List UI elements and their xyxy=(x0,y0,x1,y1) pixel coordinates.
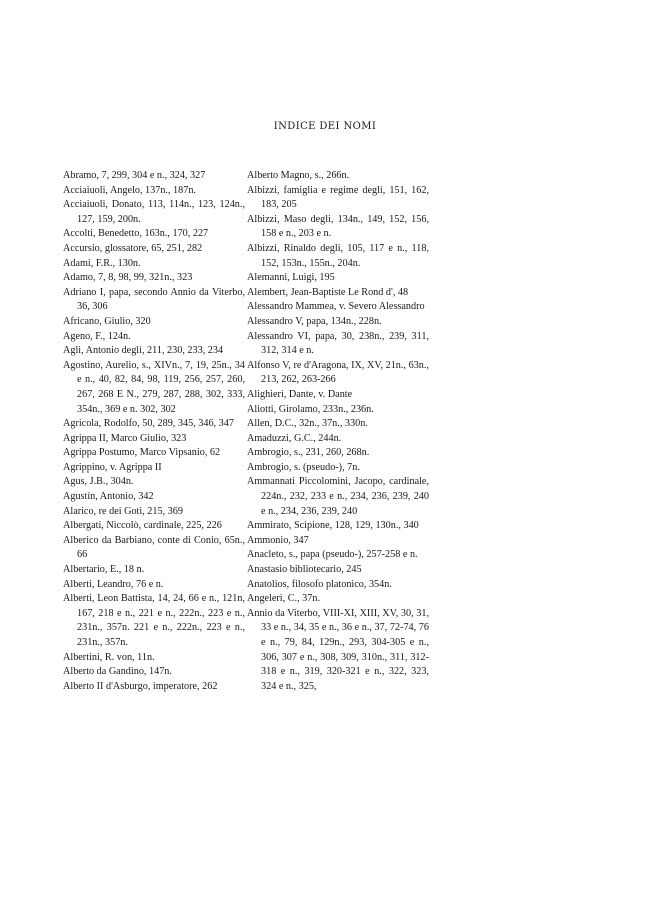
index-entry: Acciaiuoli, Angelo, 137n., 187n. xyxy=(63,184,196,196)
index-entry: Ammonio, 347 xyxy=(247,534,309,546)
index-entry: Agustín, Antonio, 342 xyxy=(63,491,154,503)
index-entry: Albizzi, famiglia e regime degli, 151, 162, 183, 205 xyxy=(247,184,429,211)
index-entry: Angeleri, C., 37n. xyxy=(247,593,320,605)
index-entry: Albertario, E., 18 n. xyxy=(63,564,145,576)
index-entry: Alarico, re dei Goti, 215, 369 xyxy=(63,505,183,517)
index-entry: Alessandro Mammea, v. Severo Alessandro xyxy=(247,301,425,313)
index-entry: Albizzi, Maso degli, 134n., 149, 152, 156, 158 e n., 203 e n. xyxy=(247,213,429,240)
index-entry: Ammannati Piccolomini, Jacopo, cardinale, 224n., 232, 233 e n., 234, 236, 239, 240 e n., 234, 236, 239, 240 xyxy=(247,476,429,517)
index-entry: Alemanni, Luigi, 195 xyxy=(247,272,335,284)
index-entry: Alberto II d'Asburgo, imperatore, 262 xyxy=(63,680,218,692)
index-entry: Accursio, glossatore, 65, 251, 282 xyxy=(63,242,203,254)
index-entry: Accolti, Benedetto, 163n., 170, 227 xyxy=(63,228,209,240)
index-entry: Alessandro V, papa, 134n., 228n. xyxy=(247,315,382,327)
index-entry: Aliotti, Girolamo, 233n., 236n. xyxy=(247,403,374,415)
index-entry: Ambrogio, s., 231, 260, 268n. xyxy=(247,447,370,459)
index-entry: Agli, Antonio degli, 211, 230, 233, 234 xyxy=(63,345,224,357)
index-entry: Agricola, Rodolfo, 50, 289, 345, 346, 347 xyxy=(63,418,234,430)
index-column-left xyxy=(63,169,245,694)
index-entry: Agus, J.B., 304n. xyxy=(63,476,134,488)
index-entry: Albizzi, Rinaldo degli, 105, 117 e n., 118, 152, 153n., 155n., 204n. xyxy=(247,242,429,269)
index-entry: Agrippino, v. Agrippa II xyxy=(63,461,162,473)
index-entry: Alberto da Gandino, 147n. xyxy=(63,666,172,678)
index-entry: Agrippa II, Marco Giulio, 323 xyxy=(63,432,187,444)
index-entry: Allen, D.C., 32n., 37n., 330n. xyxy=(247,418,368,430)
index-entry: Adami, F.R., 130n. xyxy=(63,257,141,269)
index-entry: Alberto Magno, s., 266n. xyxy=(247,170,350,181)
index-entry: Alberti, Leon Battista, 14, 24, 66 e n., 121n, 167, 218 e n., 221 e n., 222n., 223 e n., 231n., 357n. 221 e n., 222n., 223 e n., 231n., 357n. xyxy=(63,593,245,648)
index-entry: Abramo, 7, 299, 304 e n., 324, 327 xyxy=(63,170,206,181)
index-entry: Anacleto, s., papa (pseudo-), 257-258 e n. xyxy=(247,549,418,561)
index-entry: Agrippa Postumo, Marco Vipsanio, 62 xyxy=(63,447,221,459)
index-entry: Adamo, 7, 8, 98, 99, 321n., 323 xyxy=(63,272,193,284)
index-entry: Alessandro VI, papa, 30, 238n., 239, 311, 312, 314 e n. xyxy=(247,330,429,357)
index-entry: Albertini, R. von, 11n. xyxy=(63,651,155,663)
index-entry: Anatolios, filosofo platonico, 354n. xyxy=(247,578,392,590)
index-entry: Alighieri, Dante, v. Dante xyxy=(247,388,353,400)
index-entry: Amaduzzi, G.C., 244n. xyxy=(247,432,342,444)
index-entry: Adriano I, papa, secondo Annio da Viterbo, 36, 306 xyxy=(63,286,245,313)
index-entry: Acciaiuoli, Donato, 113, 114n., 123, 124n., 127, 159, 200n. xyxy=(63,199,245,225)
index-entry: Ageno, F., 124n. xyxy=(63,330,131,342)
index-entry: Agostino, Aurelio, s., XIVn., 7, 19, 25n., 34 e n., 40, 82, 84, 98, 119, 256, 257, 260, 267, 268 E N., 279, 287, 288, 302, 333, 354n., 369 e n. 302, 302 xyxy=(63,359,245,415)
index-entry: Albergati, Niccolò, cardinale, 225, 226 xyxy=(63,520,222,532)
index-entry: Alberti, Leandro, 76 e n. xyxy=(63,578,164,590)
index-entry: Alembert, Jean-Baptiste Le Rond d', 48 xyxy=(247,286,409,298)
index-column-right xyxy=(247,169,429,694)
index-entry: Africano, Giulio, 320 xyxy=(63,315,151,327)
index-entry: Ambrogio, s. (pseudo-), 7n. xyxy=(247,461,360,473)
index-entry: Anastasio bibliotecario, 245 xyxy=(247,564,362,576)
index-entry: Alberico da Barbiano, conte di Conio, 65n., 66 xyxy=(63,534,245,561)
page-title: INDICE DEI NOMI xyxy=(273,121,377,132)
index-entry: Annio da Viterbo, VIII-XI, XIII, XV, 30, 31, 33 e n., 34, 35 e n., 36 e n., 37, 72-74, 76 e n., 79, 84, 129n., 293, 304-305 e n., 306, 307 e n., 308, 309, 310n., 311, 312-318 e n., 319, 320-321 e n., 322, 323, 324 e n., 325, xyxy=(247,607,429,692)
index-entry: Alfonso V, re d'Aragona, IX, XV, 21n., 63n., 213, 262, 263-266 xyxy=(247,359,429,386)
index-entry: Ammirato, Scipione, 128, 129, 130n., 340 xyxy=(247,520,419,532)
